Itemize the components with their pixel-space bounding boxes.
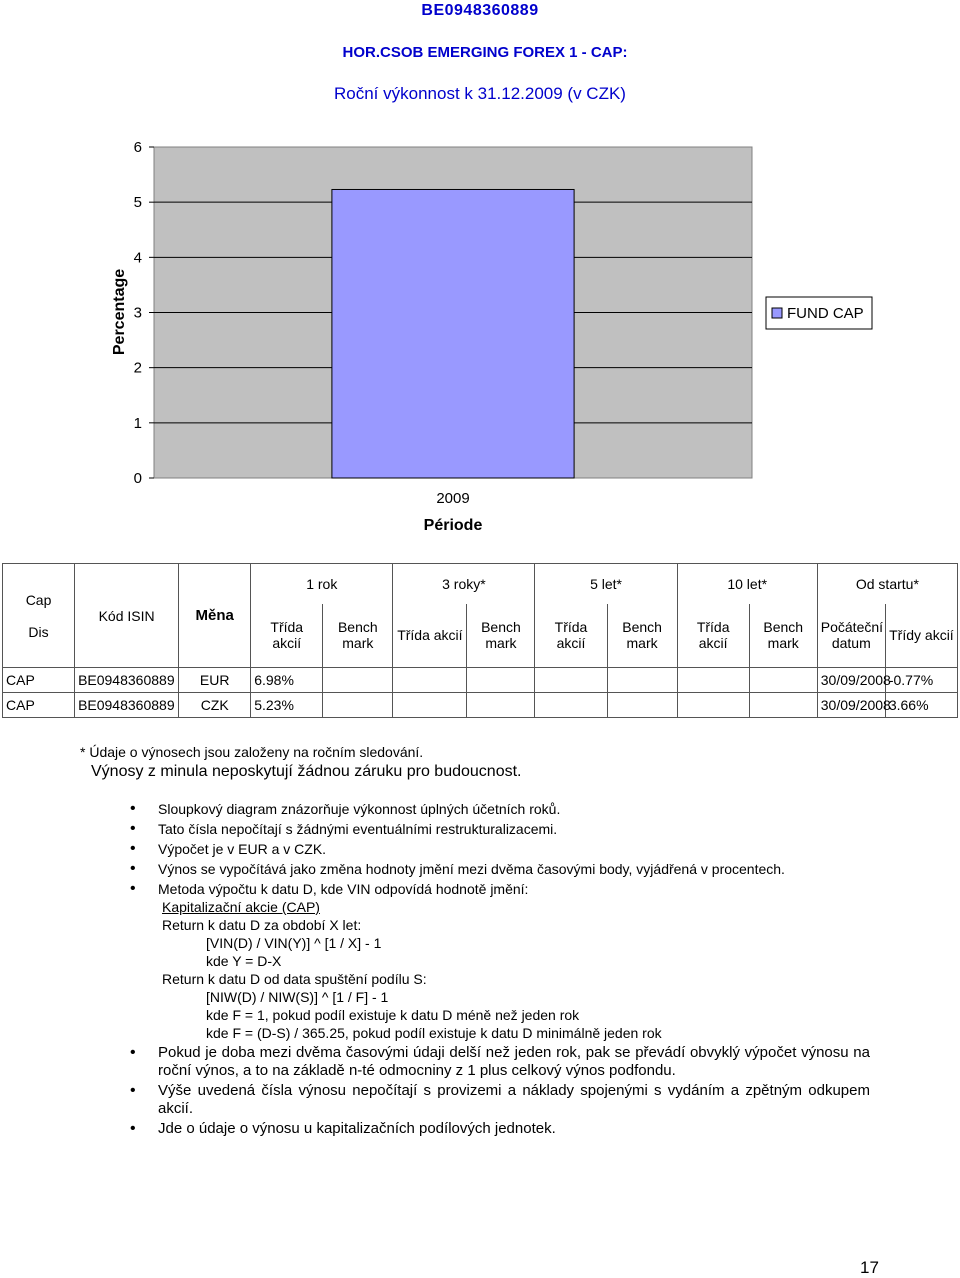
sub-bench: Bench mark bbox=[607, 604, 677, 668]
header-fund-name: HOR.CSOB EMERGING FOREX 1 - CAP: bbox=[342, 44, 628, 61]
method-formula: [NIW(D) / NIW(S)] ^ [1 / F] - 1 bbox=[206, 989, 389, 1005]
method-line: kde Y = D-X bbox=[206, 953, 282, 969]
table-row bbox=[3, 668, 958, 693]
y-tick-label: 1 bbox=[133, 414, 142, 432]
y-axis-label: Percentage bbox=[111, 268, 128, 356]
sub-bench: Bench mark bbox=[467, 604, 535, 668]
list-item: • Pokud je doba mezi dvěma časovými údaji delší než jeden rok, pak se převádí obvyklý výpočet výnosu na roční výnos, a to na základě n-té odmocniny z 1 plus celkový výnos podfondu. bbox=[130, 1044, 870, 1080]
method-intro: • Metoda výpočtu k datu D, kde VIN odpovídá hodnotě jmění: bbox=[158, 881, 529, 897]
y-tick-label: 5 bbox=[133, 194, 142, 212]
cell-since-start: -0.77% bbox=[885, 668, 957, 693]
cell-1y: 6.98% bbox=[251, 668, 323, 693]
header-cap-dis: Cap Dis bbox=[3, 564, 75, 668]
performance-table bbox=[2, 563, 958, 718]
y-tick-label: 4 bbox=[133, 249, 142, 267]
sub-class: Třída akcií bbox=[251, 604, 323, 668]
sub-class: Třída akcií bbox=[393, 604, 467, 668]
header-isin: BE0948360889 bbox=[421, 2, 539, 19]
method-cap-heading: Kapitalizační akcie (CAP) bbox=[162, 899, 320, 915]
header-period-5y: 5 let* bbox=[535, 564, 677, 604]
y-tick-label: 3 bbox=[133, 304, 142, 322]
cell-currency: EUR bbox=[179, 668, 251, 693]
cell-isin: BE0948360889 bbox=[75, 668, 179, 693]
legend-swatch bbox=[772, 308, 782, 318]
header-period-1y: 1 rok bbox=[251, 564, 393, 604]
sub-class: Třída akcií bbox=[677, 604, 749, 668]
sub-start-date: Počáteční datum bbox=[817, 604, 885, 668]
page-number: 17 bbox=[860, 1258, 879, 1277]
sub-class-last: Třídy akcií bbox=[885, 604, 957, 668]
cell-currency: CZK bbox=[179, 693, 251, 718]
list-item: • Výše uvedená čísla výnosu nepočítají s provizemi a náklady spojenými s vydáním a zpětným odkupem akcií. bbox=[130, 1082, 870, 1118]
page-title: Roční výkonnost k 31.12.2009 (v CZK) bbox=[334, 84, 626, 103]
footnote-disclaimer: Výnosy z minula neposkytují žádnou záruku pro budoucnost. bbox=[91, 763, 522, 780]
cell-1y: 5.23% bbox=[251, 693, 323, 718]
sub-bench: Bench mark bbox=[749, 604, 817, 668]
cell-start-date: 30/09/2008 bbox=[817, 693, 885, 718]
list-item: • Tato čísla nepočítají s žádnými eventuálními restrukturalizacemi. bbox=[130, 820, 870, 838]
header-currency: Měna bbox=[179, 564, 251, 668]
header-period-10y: 10 let* bbox=[677, 564, 817, 604]
method-line: kde F = 1, pokud podíl existuje k datu D méně než jeden rok bbox=[206, 1007, 580, 1023]
cell-type: CAP bbox=[3, 693, 75, 718]
header-isin: Kód ISIN bbox=[75, 564, 179, 668]
cell-start-date: 30/09/2008 bbox=[817, 668, 885, 693]
list-item: • Výnos se vypočítává jako změna hodnoty jmění mezi dvěma časovými body, vyjádřená v procentech. bbox=[130, 860, 870, 878]
list-item: • Výpočet je v EUR a v CZK. bbox=[130, 840, 870, 858]
sub-bench: Bench mark bbox=[323, 604, 393, 668]
x-axis-label: Période bbox=[423, 517, 483, 534]
y-tick-label: 0 bbox=[133, 470, 142, 487]
bar-2009 bbox=[332, 189, 574, 478]
y-tick-label: 6 bbox=[133, 139, 142, 156]
legend-label: FUND CAP bbox=[787, 305, 864, 322]
list-item: • Jde o údaje o výnosu u kapitalizačních podílových jednotek. bbox=[130, 1120, 870, 1138]
y-tick-label: 2 bbox=[133, 359, 142, 377]
table-row bbox=[3, 693, 958, 718]
header-period-3y: 3 roky* bbox=[393, 564, 535, 604]
method-line: Return k datu D od data spuštění podílu S: bbox=[162, 971, 427, 987]
list-item-method bbox=[130, 880, 870, 1042]
x-tick-label: 2009 bbox=[436, 490, 470, 507]
cell-type: CAP bbox=[3, 668, 75, 693]
legend bbox=[766, 297, 872, 329]
cell-since-start: 3.66% bbox=[885, 693, 957, 718]
cell-isin: BE0948360889 bbox=[75, 693, 179, 718]
list-item: • Sloupkový diagram znázorňuje výkonnost úplných účetních roků. bbox=[130, 800, 870, 818]
method-formula: [VIN(D) / VIN(Y)] ^ [1 / X] - 1 bbox=[206, 935, 382, 951]
sub-class: Třída akcií bbox=[535, 604, 607, 668]
notes-list bbox=[130, 800, 870, 1140]
footnote-annual: * Údaje o výnosech jsou založeny na ročním sledování. bbox=[80, 744, 424, 760]
method-line: kde F = (D-S) / 365.25, pokud podíl existuje k datu D minimálně jeden rok bbox=[206, 1025, 662, 1041]
performance-bar-chart bbox=[96, 132, 886, 542]
header-period-since-start: Od startu* bbox=[817, 564, 957, 604]
method-line: Return k datu D za období X let: bbox=[162, 917, 362, 933]
